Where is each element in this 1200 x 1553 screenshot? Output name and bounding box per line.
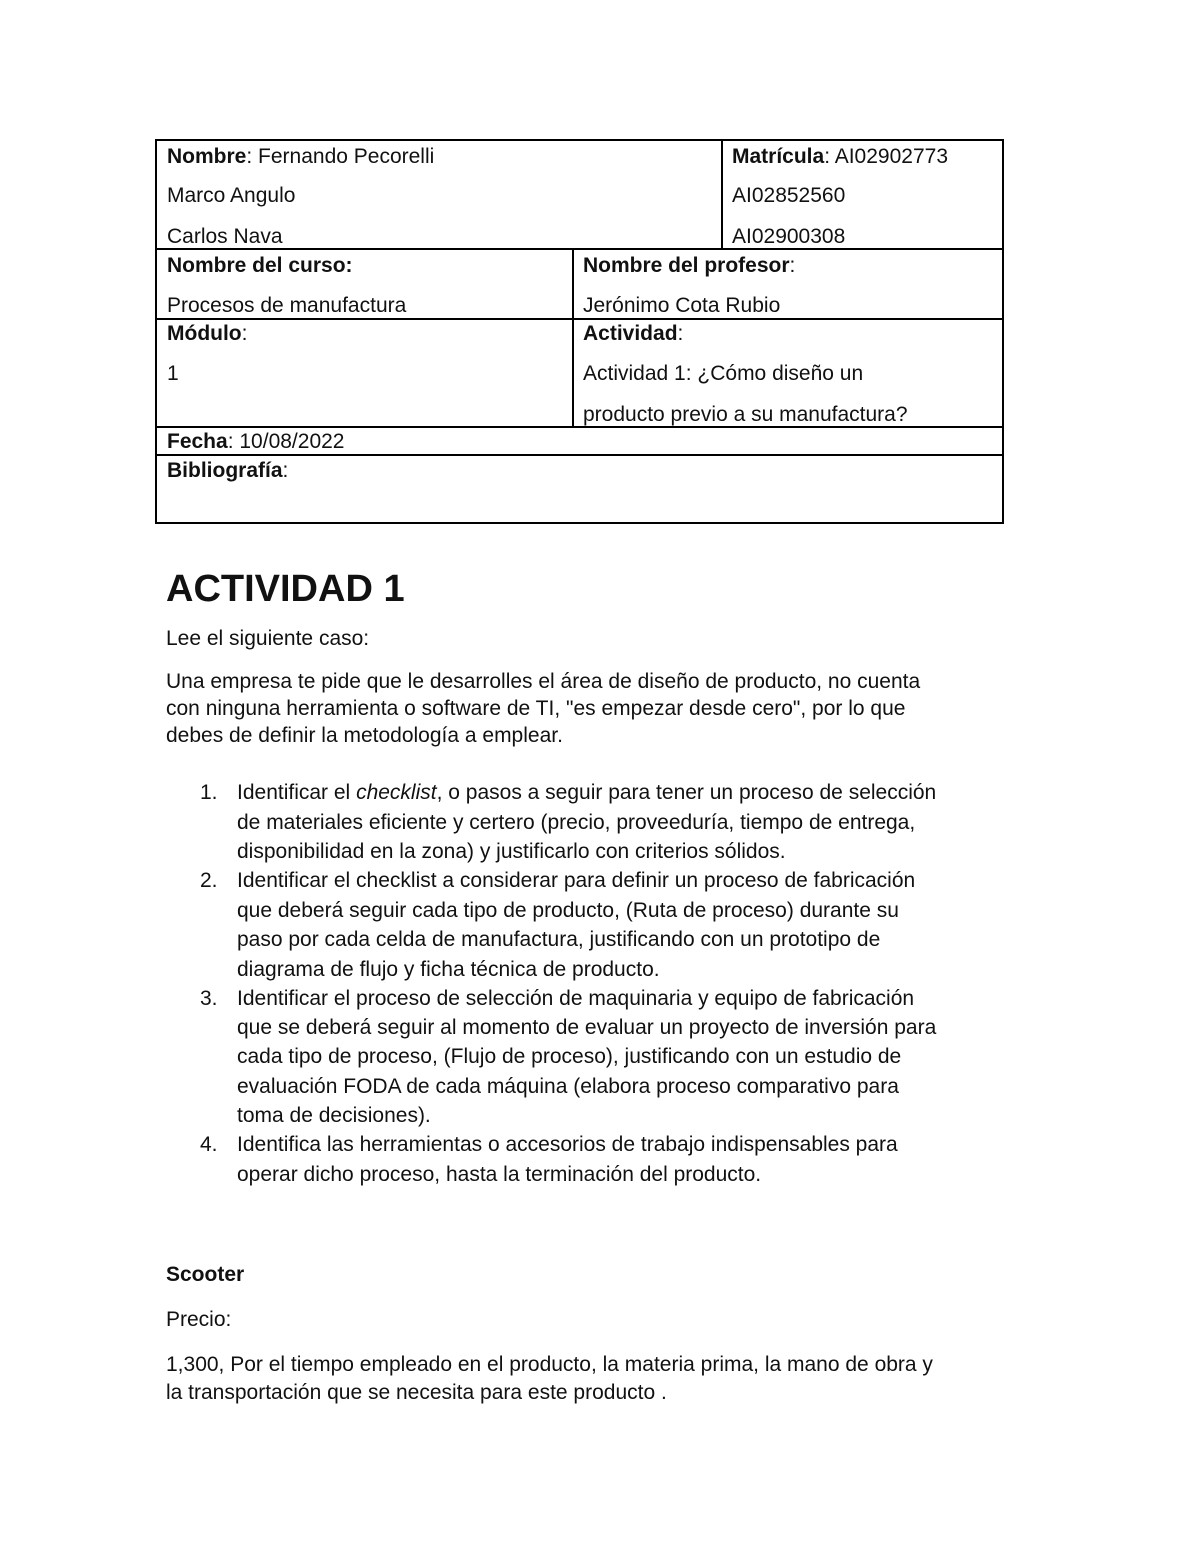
list-item-line: paso por cada celda de manufactura, justificando con un prototipo de bbox=[237, 928, 881, 951]
modulo-label: Módulo bbox=[167, 322, 242, 345]
list-item-line: disponibilidad en la zona) y justificarlo con criterios sólidos. bbox=[237, 840, 786, 863]
bibliografia-cell: Bibliografía: bbox=[167, 459, 289, 482]
fecha-value: 10/08/2022 bbox=[239, 430, 345, 453]
curso-value: Procesos de manufactura bbox=[167, 294, 407, 317]
nombre-value: Carlos Nava bbox=[167, 225, 283, 248]
bibliografia-label: Bibliografía bbox=[167, 459, 283, 482]
matricula-value: AI02902773 bbox=[834, 145, 948, 168]
list-number: 1. bbox=[200, 781, 218, 804]
matricula-label: Matrícula bbox=[732, 145, 825, 168]
actividad-cell: Actividad: bbox=[583, 322, 684, 345]
fecha-cell: Fecha: 10/08/2022 bbox=[167, 430, 345, 453]
list-item-line: que se deberá seguir al momento de evaluar un proyecto de inversión para bbox=[237, 1016, 937, 1039]
list-item-line: diagrama de flujo y ficha técnica de producto. bbox=[237, 958, 660, 981]
precio-label: Precio: bbox=[166, 1308, 232, 1331]
list-number: 3. bbox=[200, 987, 218, 1010]
matricula-value: AI02852560 bbox=[732, 184, 846, 207]
case-line: debes de definir la metodología a emplear. bbox=[166, 724, 563, 747]
curso-label-text: Nombre del curso: bbox=[167, 254, 353, 277]
precio-line: 1,300, Por el tiempo empleado en el producto, la materia prima, la mano de obra y bbox=[166, 1353, 933, 1376]
page-title: ACTIVIDAD 1 bbox=[166, 568, 405, 610]
actividad-value: Actividad 1: ¿Cómo diseño un bbox=[583, 362, 864, 385]
list-emphasis: checklist bbox=[356, 781, 437, 804]
actividad-label: Actividad bbox=[583, 322, 678, 345]
precio-line: la transportación que se necesita para este producto . bbox=[166, 1381, 667, 1404]
list-text: Identificar el bbox=[237, 781, 357, 804]
list-number: 2. bbox=[200, 869, 218, 892]
nombre-value: Fernando Pecorelli bbox=[258, 145, 435, 168]
nombre-label: Nombre bbox=[167, 145, 247, 168]
list-item-line: operar dicho proceso, hasta la terminación del producto. bbox=[237, 1163, 762, 1186]
header-table bbox=[155, 139, 1004, 524]
case-line: con ninguna herramienta o software de TI, "es empezar desde cero", por lo que bbox=[166, 697, 906, 720]
list-item-line: Identificar el checklist a considerar para definir un proceso de fabricación bbox=[237, 869, 916, 892]
table-divider bbox=[721, 141, 723, 248]
list-item-line: Identificar el proceso de selección de maquinaria y equipo de fabricación bbox=[237, 987, 915, 1010]
modulo-value: 1 bbox=[167, 362, 179, 385]
modulo-cell: Módulo: bbox=[167, 322, 248, 345]
intro-text: Lee el siguiente caso: bbox=[166, 627, 370, 650]
matricula-cell: Matrícula: AI02902773 bbox=[732, 145, 948, 168]
case-line: Una empresa te pide que le desarrolles el área de diseño de producto, no cuenta bbox=[166, 670, 921, 693]
nombre-value: Marco Angulo bbox=[167, 184, 296, 207]
profesor-label: Nombre del profesor bbox=[583, 254, 790, 277]
matricula-value: AI02900308 bbox=[732, 225, 846, 248]
table-divider bbox=[157, 454, 1002, 456]
actividad-value: producto previo a su manufactura? bbox=[583, 403, 908, 426]
table-divider bbox=[157, 248, 1002, 250]
profesor-cell: Nombre del profesor: bbox=[583, 254, 796, 277]
list-item-line: toma de decisiones). bbox=[237, 1104, 431, 1127]
list-item-line bbox=[237, 781, 936, 805]
list-item-line: cada tipo de proceso, (Flujo de proceso), justificando con un estudio de bbox=[237, 1045, 902, 1068]
profesor-value: Jerónimo Cota Rubio bbox=[583, 294, 781, 317]
table-divider bbox=[572, 248, 574, 426]
section-heading: Scooter bbox=[166, 1263, 245, 1286]
fecha-label: Fecha bbox=[167, 430, 228, 453]
list-text: , o pasos a seguir para tener un proceso de selección bbox=[436, 781, 937, 804]
list-item-line: Identifica las herramientas o accesorios de trabajo indispensables para bbox=[237, 1133, 898, 1156]
list-item-line: de materiales eficiente y certero (precio, proveeduría, tiempo de entrega, bbox=[237, 811, 916, 834]
curso-label bbox=[167, 254, 353, 278]
list-item-line: que deberá seguir cada tipo de producto, (Ruta de proceso) durante su bbox=[237, 899, 899, 922]
list-number: 4. bbox=[200, 1133, 218, 1156]
nombre-cell: Nombre: Fernando Pecorelli bbox=[167, 145, 435, 168]
table-divider bbox=[157, 318, 1002, 320]
list-item-line: evaluación FODA de cada máquina (elabora proceso comparativo para bbox=[237, 1075, 899, 1098]
